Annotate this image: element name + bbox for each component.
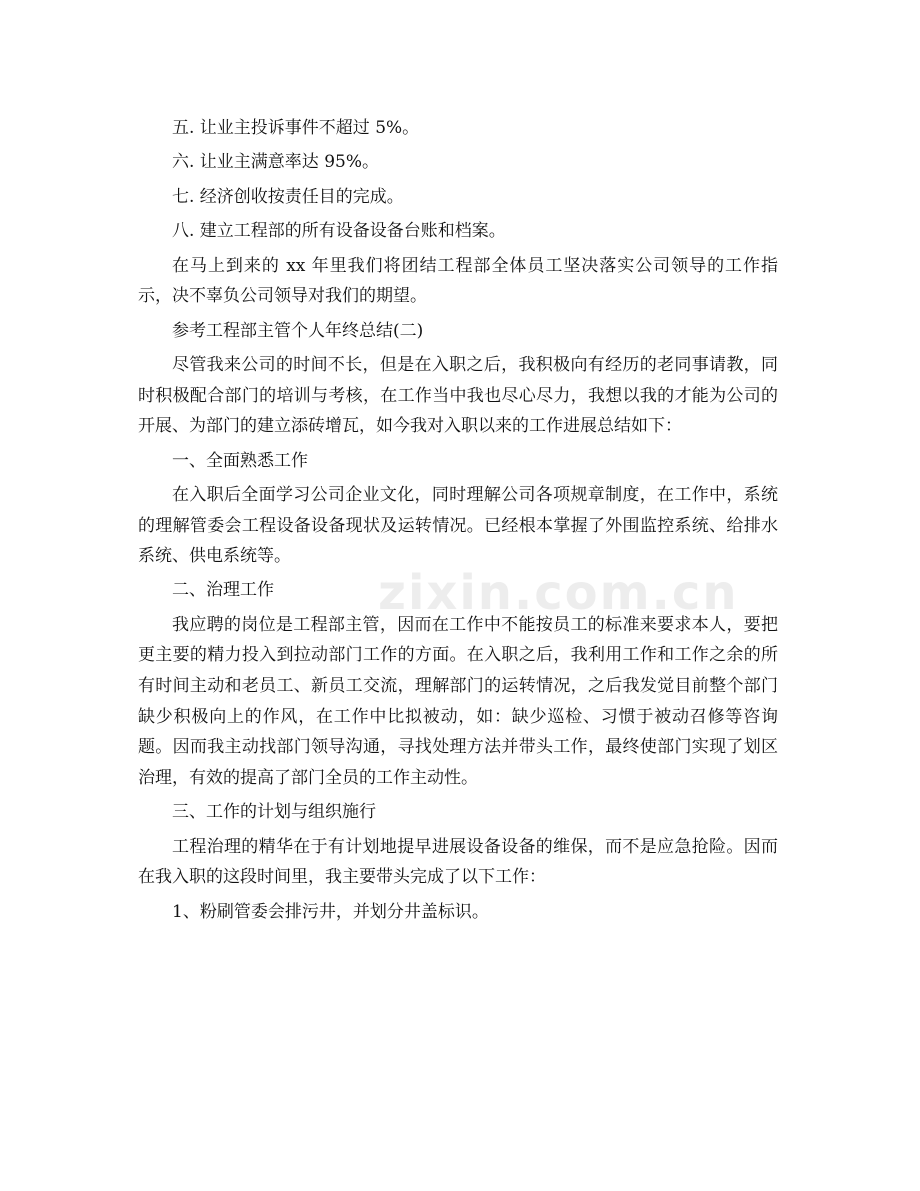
- watermark: zixin.com.cn: [378, 565, 739, 621]
- paragraph: 尽管我来公司的时间不长，但是在入职之后，我积极向有经历的老同事请教，同时积极配合部门的培训与考核，在工作当中我也尽心尽力，我想以我的才能为公司的开展、为部门的建立添砖增瓦，如今我对入职以来的工作进展总结如下：: [138, 354, 778, 437]
- section-heading: 一、全面熟悉工作: [172, 450, 308, 471]
- paragraph: 六. 让业主满意率达 95%。: [172, 152, 379, 173]
- paragraph: 五. 让业主投诉事件不超过 5%。: [172, 118, 420, 138]
- paragraph: 八. 建立工程部的所有设备设备台账和档案。: [172, 221, 506, 242]
- paragraph: 我应聘的岗位是工程部主管，因而在工作中不能按员工的标准来要求本人，要把更主要的精力投入到拉动部门工作的方面。在入职之后，我利用工作和工作之余的所有时间主动和老员工、新员工交流，理解部门的运转情况，之后我发觉目前整个部门缺少积极向上的作风，在工作中比拟被动，如：缺少巡检、习惯于被动召修等咨询题。因而我主动找部门领导沟通，寻找处理方法并带头工作，最终使部门实现了划区治理，有效的提高了部门全员的工作主动性。: [138, 614, 778, 788]
- paragraph: 工程治理的精华在于有计划地提早进展设备设备的维保，而不是应急抢险。因而在我入职的这段时间里，我主要带头完成了以下工作：: [138, 836, 778, 888]
- document-body: [138, 113, 778, 931]
- section-heading: 二、治理工作: [172, 580, 274, 601]
- section-title: 参考工程部主管个人年终总结(二): [172, 320, 424, 341]
- list-item: 1、粉刷管委会排污井，并划分井盖标识。: [172, 901, 489, 922]
- paragraph: 在入职后全面学习公司企业文化，同时理解公司各项规章制度，在工作中，系统的理解管委会工程设备设备现状及运转情况。已经根本掌握了外围监控系统、给排水系统、供电系统等。: [138, 484, 778, 567]
- paragraph: 七. 经济创收按责任目的完成。: [172, 186, 404, 207]
- section-heading: 三、工作的计划与组织施行: [172, 802, 376, 823]
- paragraph: 在马上到来的 xx 年里我们将团结工程部全体员工坚决落实公司领导的工作指示，决不辜负公司领导对我们的期望。: [138, 255, 778, 307]
